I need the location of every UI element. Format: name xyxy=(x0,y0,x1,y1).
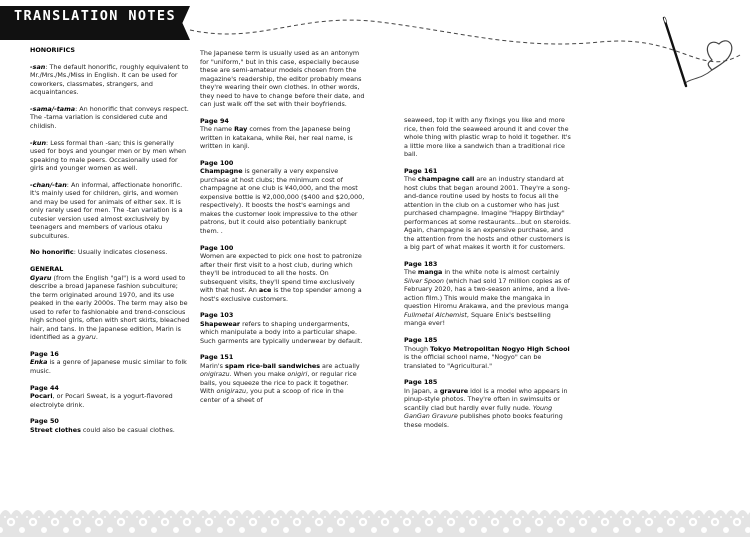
note-c3a: seaweed, top it with any fixings you like and more rice, then fold the seaweed around it and cover the whole thing with plastic wrap to hold it together. It's a little more like a sandwich than a traditional rice ball. xyxy=(404,116,571,158)
note-c3c: Page 183 The manga in the white note is almost certainly Silver Spoon (which had sold 17 million copies as of February 2020, has a two-season anime, and a live-action film.) This would make the mangaka in question Hiromu Arakawa, and the previous manga Fullmetal Alchemist, Square Enix's bestselling manga ever! xyxy=(404,259,571,328)
note-c2f: Page 151 Marin's spam rice-ball sandwiches are actually onigirazu. When you make onigiri, or regular rice balls, you squeeze the rice to pack it together. With onigirazu, you put a scoop of rice in the center of a sheet of xyxy=(200,353,360,404)
note-c2c: Page 100 Champagne is generally a very expensive purchase at host clubs; the minimum cost of champagne at one club is ¥40,000, and the most expensive bottle is ¥2,000,000 ($400 and $20,000, respectively). It boosts the host's earnings and makes the customer look impressive to the other patrons, but it could also potentially bankrupt them. . xyxy=(200,158,365,235)
note-c1h2: Page 44 Pocari, or Pocari Sweat, is a yogurt-flavored electrolyte drink. xyxy=(30,383,173,409)
note-c1g: Page 16 Enka is a genre of Japanese music similar to folk music. xyxy=(30,349,187,375)
note-c1i: Page 50 Street clothes could also be casual clothes. xyxy=(30,417,175,434)
note-c2a: The Japanese term is usually used as an antonym for "uniform," but in this case, especially because these are semi-amateur models chosen from the magazine's readership, the editor probably means they're wearing their own clothes. In other words, they need to have to change before their date, and can just walk off the set with their boyfriends. xyxy=(200,49,365,108)
note-c1c: -kun: Less formal than -san; this is generally used for boys and younger men or by men when speaking to male peers. Occasionally used for girls and younger women as well. xyxy=(30,138,186,173)
note-c3b: Page 161 The champagne call are an industry standard at host clubs that began around 2001. They're a song-and-dance routine used by hosts to focus all the attention in the club on a customer who has just purchased champagne. Imagine "Happy Birthday" performances at some restaurants...but on steroids. Again, champagne is an expensive purchase, and the attention from the hosts and other customers is a big part of what makes it worth it for customers. xyxy=(404,166,571,252)
note-c1d: -chan/-tan: An informal, affectionate honorific. It's mainly used for children, girls, and women and may be used for animals of either sex. It is only rarely used for men. The -tan variation is a cutesier version used almost exclusively by teenagers and members of various otaku subcultures. xyxy=(30,180,183,240)
note-c1a: -san: The default honorific, roughly equivalent to Mr./Mrs./Ms./Miss in English. It can be used for coworkers, classmates, strangers, and acquaintances. xyxy=(30,62,189,97)
heart-icon xyxy=(707,41,731,70)
note-c1e: No honorific: Usually indicates closeness. xyxy=(30,248,168,257)
notes-column-2 xyxy=(200,49,365,413)
notes-column-3 xyxy=(404,116,574,437)
note-c3d: Page 185 Though Tokyo Metropolitan Nogyo High School is the official school name, "Nogyo" can be translated to "Agricultural." xyxy=(404,336,570,370)
needle-icon xyxy=(664,18,686,86)
note-c1b: -sama/-tama: An honorific that conveys respect. The -tama variation is considered cute and childish. xyxy=(30,104,189,130)
note-c2b: Page 94 The name Ray comes from the Japanese being written in katakana, while Rei, her real name, is written in kanji. xyxy=(200,116,353,151)
trailing-stitch xyxy=(684,70,712,84)
page-title: TRANSLATION NOTES xyxy=(14,8,176,24)
lace-border xyxy=(0,505,750,537)
note-c2e: Page 103 Shapewear refers to shaping undergarments, which manipulate a body into a particular shape. Such garments are typically underwear by default. xyxy=(200,311,363,345)
notes-column-1 xyxy=(30,46,190,442)
note-c1f: GENERAL Gyaru (from the English "gal") is a word used to describe a broad Japanese fashion subculture; the term originated around 1970, and its use peaked in the early 2000s. The term may also be used to refer to fashionable and trend-conscious high school girls, often with short skirts, bleached hair, and tans. In the Japanese edition, Marin is identified as a gyaru. xyxy=(30,265,190,342)
note-c1h: HONORIFICS xyxy=(30,46,76,54)
note-c3e: Page 185 In Japan, a gravure idol is a model who appears in pinup-style photos. They're often in swimsuits or scantily clad but hardly ever fully nude. Young GanGan Gravure publishes photo books featuring these models. xyxy=(404,378,568,429)
note-c2d: Page 100 Women are expected to pick one host to patronize after their first visit to a host club, during which they'll be introduced to all the hosts. On subsequent visits, they'll spend time exclusively with that host. An ace is the top spender among a host's exclusive customers. xyxy=(200,243,362,303)
